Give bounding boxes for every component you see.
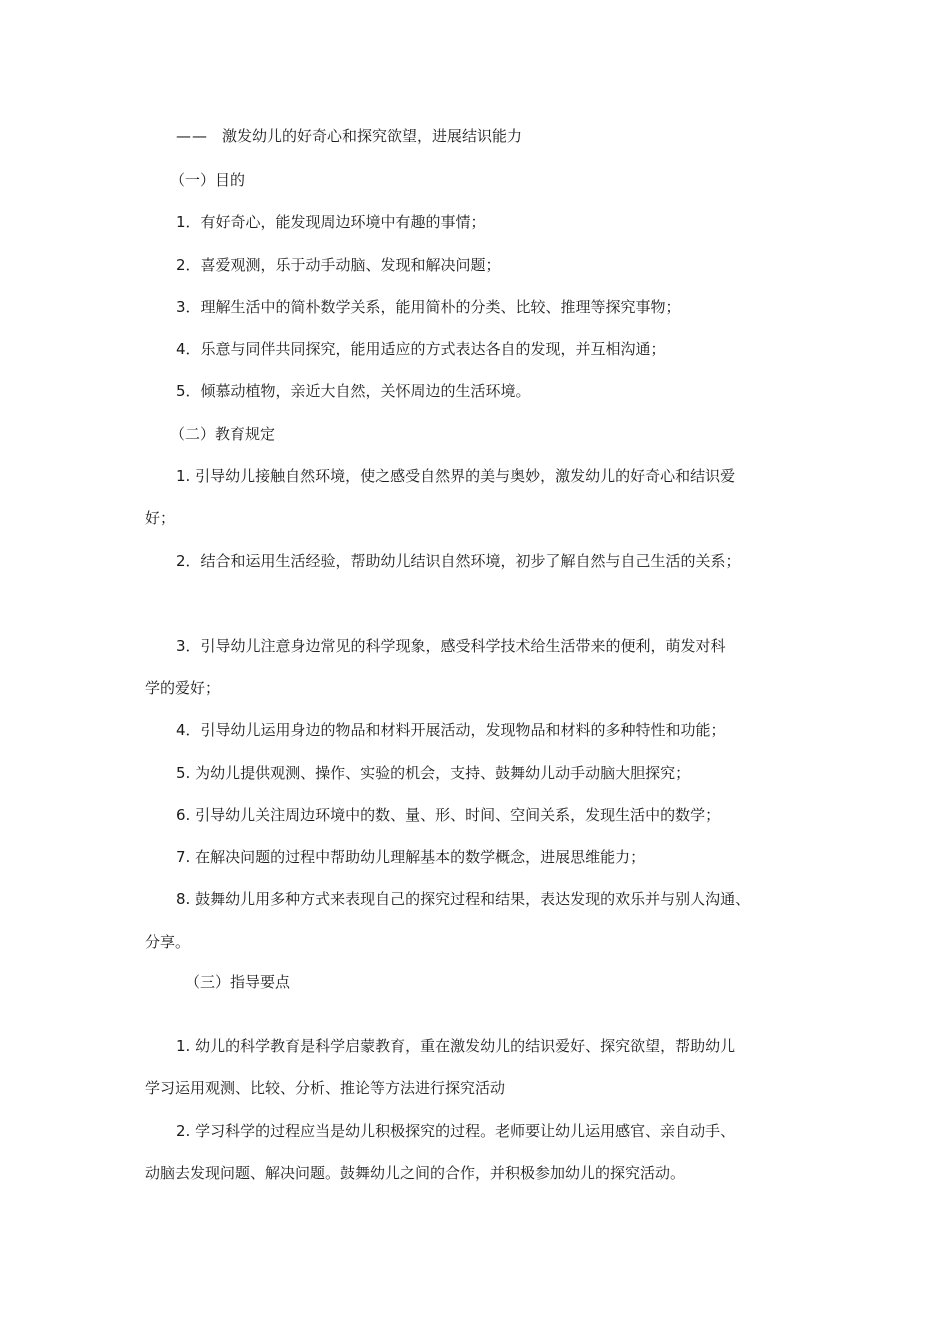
requirement-item-2: 2．结合和运用生活经验，帮助幼儿结识自然环境，初步了解自然与自己生活的关系； bbox=[176, 552, 741, 570]
goal-item-4: 4．乐意与同伴共同探究，能用适应的方式表达各自的发现，并互相沟通； bbox=[176, 340, 666, 358]
guidance-item-1-cont: 学习运用观测、比较、分析、推论等方法进行探究活动 bbox=[145, 1079, 506, 1097]
section-heading-guidance: （三）指导要点 bbox=[185, 973, 291, 991]
section-heading-requirements: （二）教育规定 bbox=[170, 425, 276, 443]
subtitle-dash: —— bbox=[176, 127, 208, 145]
subtitle-text: 激发幼儿的好奇心和探究欲望，进展结识能力 bbox=[222, 127, 523, 145]
document-subtitle bbox=[176, 126, 522, 146]
guidance-item-2-cont: 动脑去发现问题、解决问题。鼓舞幼儿之间的合作，并积极参加幼儿的探究活动。 bbox=[145, 1164, 686, 1182]
requirement-item-1-cont: 好； bbox=[145, 509, 176, 527]
section-heading-goals: （一）目的 bbox=[170, 171, 246, 189]
goal-item-3: 3．理解生活中的简朴数学关系，能用简朴的分类、比较、推理等探究事物； bbox=[176, 298, 681, 316]
goal-item-5: 5．倾慕动植物，亲近大自然，关怀周边的生活环境。 bbox=[176, 382, 531, 400]
requirement-item-7: 7. 在解决问题的过程中帮助幼儿理解基本的数学概念，进展思维能力； bbox=[176, 848, 646, 866]
requirement-item-6: 6. 引导幼儿关注周边环境中的数、量、形、时间、空间关系，发现生活中的数学； bbox=[176, 806, 721, 824]
goal-item-2: 2．喜爱观测，乐于动手动脑、发现和解决问题； bbox=[176, 256, 501, 274]
guidance-item-2: 2. 学习科学的过程应当是幼儿积极探究的过程。老师要让幼儿运用感官、亲自动手、 bbox=[176, 1122, 736, 1140]
requirement-item-3: 3．引导幼儿注意身边常见的科学现象，感受科学技术给生活带来的便利，萌发对科 bbox=[176, 637, 726, 655]
requirement-item-5: 5. 为幼儿提供观测、操作、实验的机会，支持、鼓舞幼儿动手动脑大胆探究； bbox=[176, 764, 691, 782]
requirement-item-8: 8. 鼓舞幼儿用多种方式来表现自己的探究过程和结果，表达发现的欢乐并与别人沟通、 bbox=[176, 890, 751, 908]
goal-item-1: 1．有好奇心，能发现周边环境中有趣的事情； bbox=[176, 213, 486, 231]
requirement-item-8-cont: 分享。 bbox=[145, 933, 191, 951]
guidance-item-1: 1. 幼儿的科学教育是科学启蒙教育，重在激发幼儿的结识爱好、探究欲望，帮助幼儿 bbox=[176, 1037, 736, 1055]
requirement-item-4: 4．引导幼儿运用身边的物品和材料开展活动，发现物品和材料的多种特性和功能； bbox=[176, 721, 726, 739]
requirement-item-3-cont: 学的爱好； bbox=[145, 679, 221, 697]
requirement-item-1: 1. 引导幼儿接触自然环境，使之感受自然界的美与奥妙，激发幼儿的好奇心和结识爱 bbox=[176, 467, 736, 485]
